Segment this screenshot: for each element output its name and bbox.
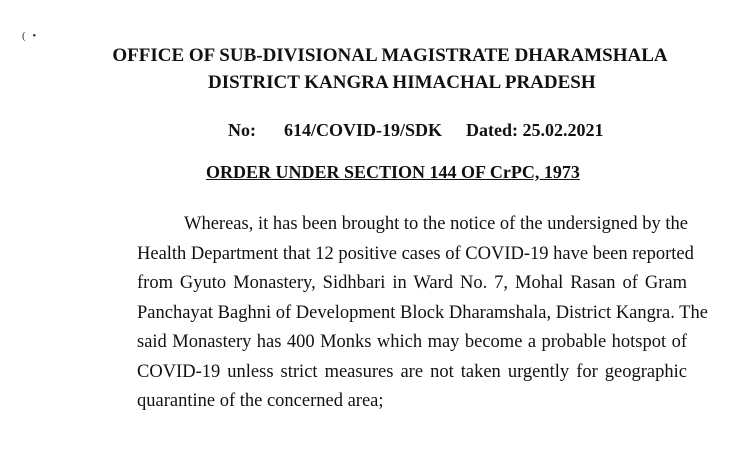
office-heading: OFFICE OF SUB-DIVISIONAL MAGISTRATE DHARAMSHALA [112,45,668,66]
number-label: No: [228,120,256,140]
dated-value: 25.02.2021 [522,120,604,140]
order-title: ORDER UNDER SECTION 144 OF CrPC, 1973 [206,162,580,182]
body-line: COVID-19 unless strict measures are not taken urgently for geographic [137,361,687,382]
corner-mark: ( • [22,30,39,42]
body-line: Health Department that 12 positive cases of COVID-19 have been reported [137,243,694,264]
body-line: Whereas, it has been brought to the notice of the undersigned by the [184,214,688,234]
dated-label: Dated: [466,120,519,140]
body-line: quarantine of the concerned area; [137,391,384,411]
body-line: Panchayat Baghni of Development Block Dharamshala, District Kangra. The [137,302,708,323]
district-heading: DISTRICT KANGRA HIMACHAL PRADESH [208,72,596,93]
body-line: said Monastery has 400 Monks which may become a probable hotspot of [137,332,687,352]
reference-line [228,120,604,141]
body-line: from Gyuto Monastery, Sidhbari in Ward No. 7, Mohal Rasan of Gram [137,273,687,293]
number-value: 614/COVID-19/SDK [284,120,443,140]
body-paragraph [137,210,708,417]
